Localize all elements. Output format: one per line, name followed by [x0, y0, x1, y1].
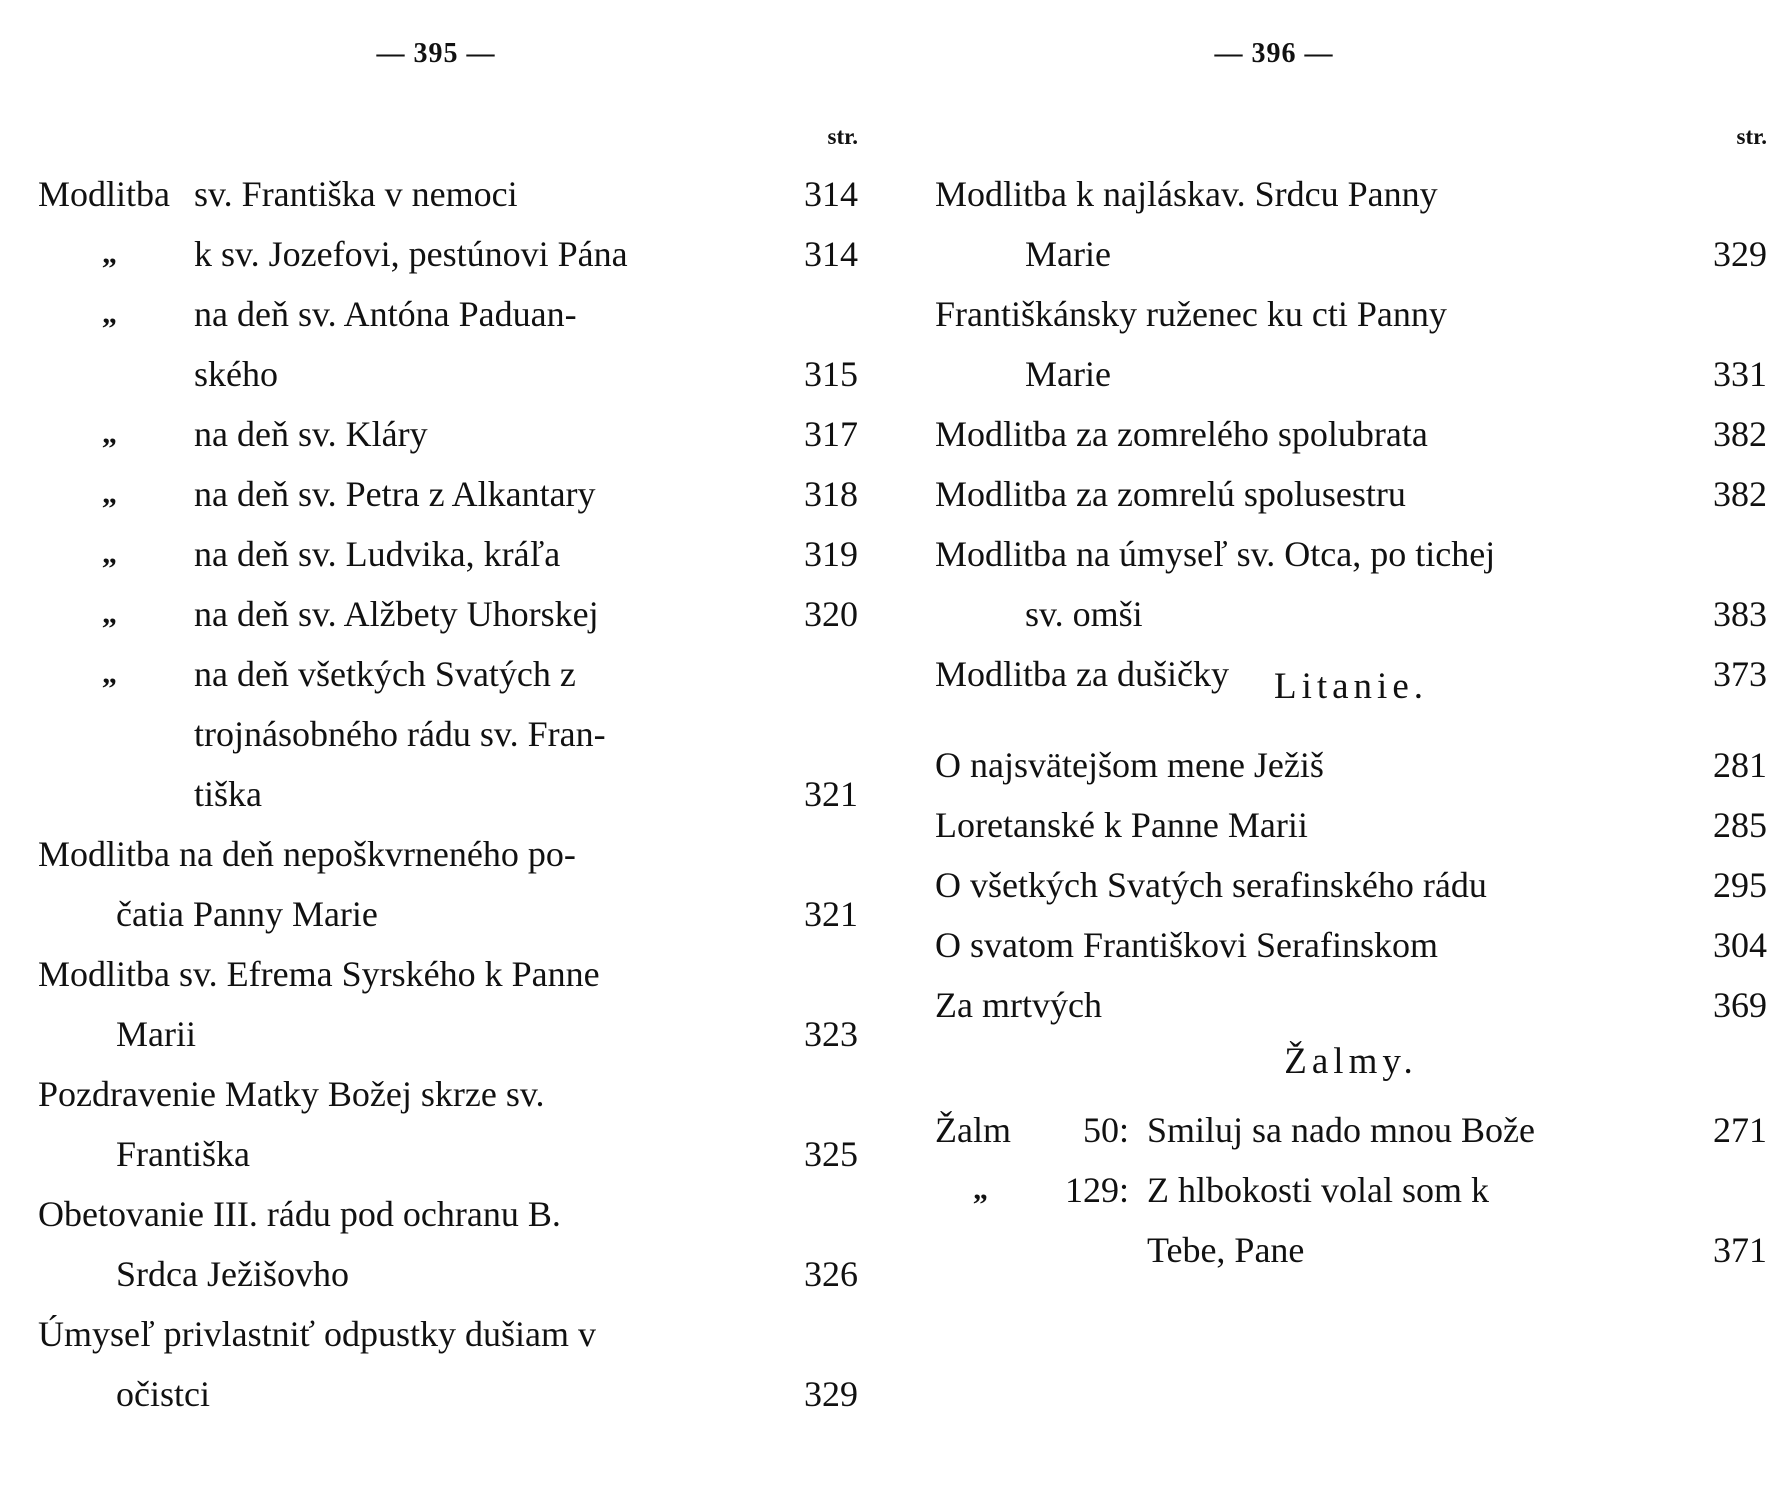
- toc-line: [38, 464, 858, 524]
- entry-text: tiška: [194, 774, 262, 814]
- page-ref: 320: [804, 594, 858, 634]
- page-ref: 314: [804, 174, 858, 214]
- toc-line: [38, 1244, 858, 1304]
- page-ref: 325: [804, 1134, 858, 1174]
- page-ref: 373: [1713, 654, 1767, 694]
- ditto-mark: „: [973, 1173, 988, 1206]
- entry-text: Modlitba za dušičky: [935, 654, 1229, 694]
- toc-line: [38, 584, 858, 644]
- entry-text: Modlitba sv. Efrema Syrského k Panne: [38, 954, 600, 994]
- toc-line: [38, 1304, 858, 1364]
- litany-line: [935, 795, 1767, 855]
- psalm-number: 50:: [1082, 1110, 1129, 1150]
- right-page: [935, 0, 1767, 1500]
- page-ref: 295: [1713, 865, 1767, 905]
- toc-line: [38, 1364, 858, 1424]
- entry-text: sv. Františka v nemoci: [194, 174, 518, 214]
- litany-line: [935, 735, 1767, 795]
- page-ref: 321: [804, 774, 858, 814]
- entry-text: Pozdravenie Matky Božej skrze sv.: [38, 1074, 545, 1114]
- toc-line: [38, 524, 858, 584]
- ditto-mark: „: [102, 657, 117, 690]
- litanies-heading: Litanie.: [1273, 666, 1429, 707]
- entry-text: očistci: [116, 1374, 210, 1414]
- entry-text: Modlitba na deň nepoškvrneného po-: [38, 834, 576, 874]
- entry-text: Modlitba k najláskav. Srdcu Panny: [935, 174, 1438, 214]
- page-ref: 329: [804, 1374, 858, 1414]
- ditto-mark: „: [102, 537, 117, 570]
- page-ref: 281: [1713, 745, 1767, 785]
- psalm-line: [935, 1100, 1767, 1160]
- psalms-heading: Žalmy.: [1284, 1041, 1418, 1082]
- toc-line: [38, 824, 858, 884]
- entry-text: Loretanské k Panne Marii: [935, 805, 1308, 845]
- entry-text: na deň sv. Petra z Alkantary: [194, 474, 596, 514]
- entry-text: Marie: [1025, 354, 1111, 394]
- page-ref: 383: [1713, 594, 1767, 634]
- page-ref: 326: [804, 1254, 858, 1294]
- page-ref: 319: [804, 534, 858, 574]
- entry-text: Srdca Ježišovho: [116, 1254, 349, 1294]
- page-column-label: str.: [827, 124, 858, 149]
- toc-line: [38, 1124, 858, 1184]
- entry-text: k sv. Jozefovi, pestúnovi Pána: [194, 234, 628, 274]
- page-ref: 329: [1713, 234, 1767, 274]
- page-ref: 321: [804, 894, 858, 934]
- page-ref: 382: [1713, 414, 1767, 454]
- psalm-label: Žalm: [935, 1110, 1011, 1150]
- ditto-mark: „: [102, 297, 117, 330]
- entry-text: Marie: [1025, 234, 1111, 274]
- psalm-line: [935, 1160, 1767, 1220]
- toc-line: [38, 884, 858, 944]
- psalms-list: [935, 1100, 1767, 1280]
- toc-line: [38, 344, 858, 404]
- page-ref: 304: [1713, 925, 1767, 965]
- ditto-mark: „: [102, 597, 117, 630]
- toc-line: [38, 1004, 858, 1064]
- litany-line: [935, 855, 1767, 915]
- entry-text: Marii: [116, 1014, 196, 1054]
- toc-line: [935, 284, 1767, 344]
- toc-line: [38, 644, 858, 704]
- page-column-label: str.: [1736, 124, 1767, 149]
- entry-text: na deň všetkých Svatých z: [194, 654, 576, 694]
- entry-text: Za mrtvých: [935, 985, 1102, 1025]
- entry-text: Františkánsky ruženec ku cti Panny: [935, 294, 1447, 334]
- entry-text: Úmyseľ privlastniť odpustky dušiam v: [38, 1314, 596, 1354]
- toc-list: [935, 164, 1767, 704]
- toc-line: [935, 464, 1767, 524]
- entry-text: na deň sv. Ludvika, kráľa: [194, 534, 561, 574]
- psalm-text: Smiluj sa nado mnou Bože: [1147, 1110, 1535, 1150]
- toc-list: [38, 164, 858, 1424]
- entry-prefix: Modlitba: [38, 174, 170, 214]
- psalm-line: [935, 1220, 1767, 1280]
- ditto-mark: „: [102, 417, 117, 450]
- entry-text: Modlitba na úmyseľ sv. Otca, po tichej: [935, 534, 1496, 574]
- ditto-mark: „: [102, 237, 117, 270]
- toc-line: [38, 224, 858, 284]
- page-ref: 318: [804, 474, 858, 514]
- toc-line: [935, 164, 1767, 224]
- toc-line: [38, 1064, 858, 1124]
- psalm-text: Tebe, Pane: [1147, 1230, 1305, 1270]
- entry-text: O všetkých Svatých serafinského rádu: [935, 865, 1487, 905]
- page-ref: 285: [1713, 805, 1767, 845]
- page-number: — 396 —: [1214, 38, 1334, 69]
- toc-line: [935, 404, 1767, 464]
- page-ref: 323: [804, 1014, 858, 1054]
- toc-line: [38, 164, 858, 224]
- entry-text: Modlitba za zomrelého spolubrata: [935, 414, 1428, 454]
- toc-line: [935, 584, 1767, 644]
- entry-text: ského: [194, 354, 278, 394]
- page-ref: 371: [1713, 1230, 1767, 1270]
- entry-text: Františka: [116, 1134, 250, 1174]
- toc-line: [38, 704, 858, 764]
- entry-text: na deň sv. Alžbety Uhorskej: [194, 594, 599, 634]
- toc-line: [935, 344, 1767, 404]
- entry-text: Modlitba za zomrelú spolusestru: [935, 474, 1406, 514]
- entry-text: sv. omši: [1025, 594, 1143, 634]
- litany-line: [935, 915, 1767, 975]
- page-ref: 331: [1713, 354, 1767, 394]
- page-ref: 271: [1713, 1110, 1767, 1150]
- entry-text: O svatom Františkovi Serafinskom: [935, 925, 1438, 965]
- litanies-list: [935, 735, 1767, 1035]
- entry-text: čatia Panny Marie: [116, 894, 378, 934]
- entry-text: trojnásobného rádu sv. Fran-: [194, 714, 606, 754]
- toc-line: [935, 224, 1767, 284]
- psalm-number: 129:: [1064, 1170, 1129, 1210]
- toc-line: [38, 944, 858, 1004]
- toc-line: [38, 1184, 858, 1244]
- page-ref: 315: [804, 354, 858, 394]
- entry-text: Obetovanie III. rádu pod ochranu B.: [38, 1194, 561, 1234]
- toc-line: [38, 764, 858, 824]
- litany-line: [935, 975, 1767, 1035]
- toc-line: [38, 284, 858, 344]
- ditto-mark: „: [102, 477, 117, 510]
- entry-text: na deň sv. Kláry: [194, 414, 428, 454]
- page-number: — 395 —: [376, 38, 496, 69]
- entry-text: na deň sv. Antóna Paduan-: [194, 294, 577, 334]
- page-ref: 314: [804, 234, 858, 274]
- page-ref: 369: [1713, 985, 1767, 1025]
- toc-line: [935, 524, 1767, 584]
- psalm-text: Z hlbokosti volal som k: [1147, 1170, 1489, 1210]
- left-page: [38, 0, 858, 1500]
- page-ref: 382: [1713, 474, 1767, 514]
- entry-text: O najsvätejšom mene Ježiš: [935, 745, 1324, 785]
- toc-line: [38, 404, 858, 464]
- page-ref: 317: [804, 414, 858, 454]
